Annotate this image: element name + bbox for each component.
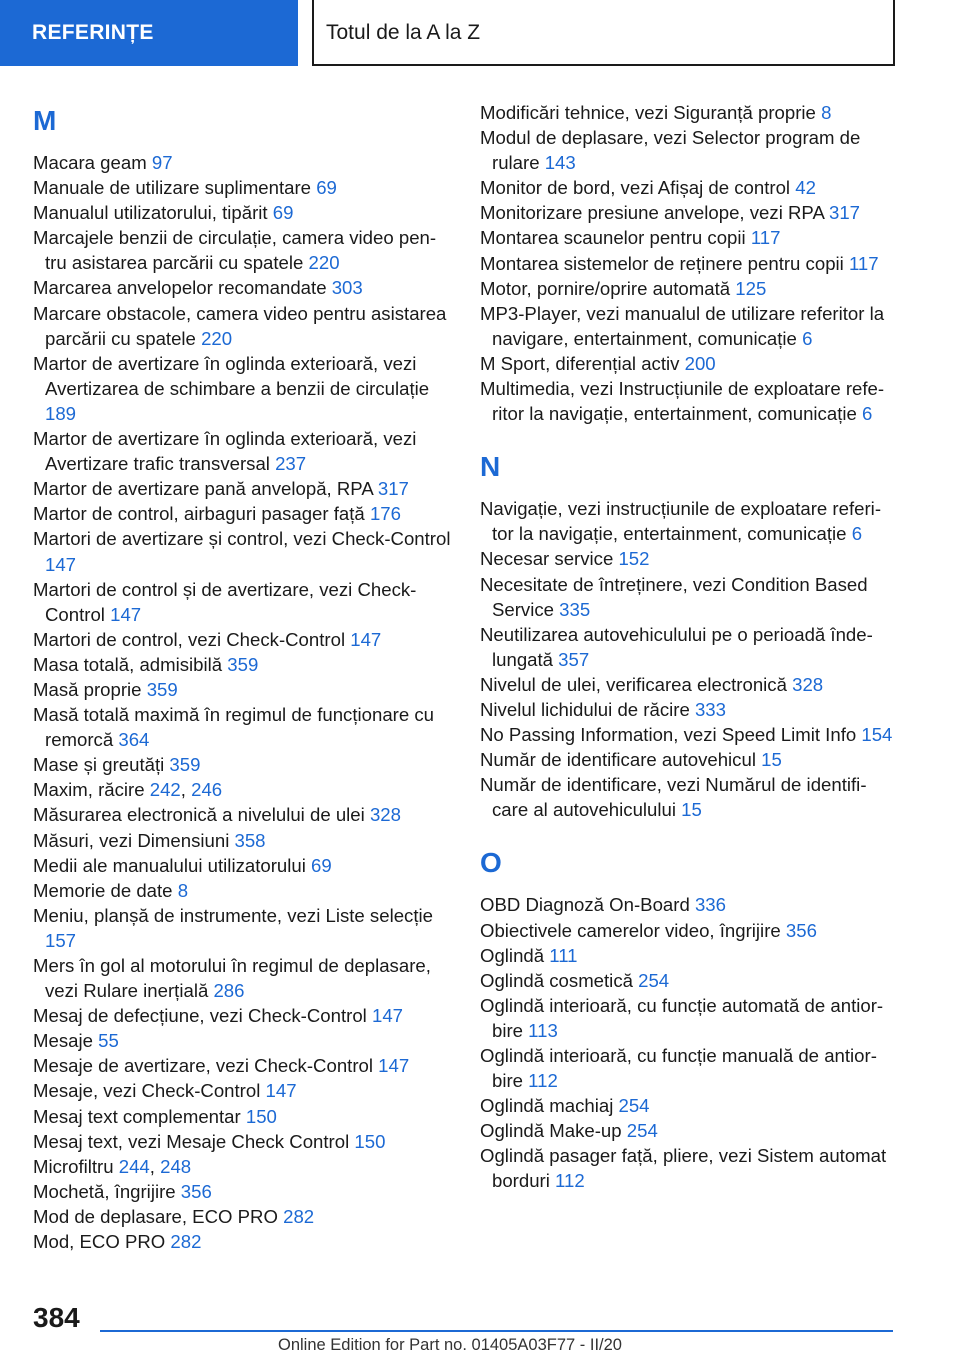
index-entry xyxy=(480,175,896,200)
index-entry xyxy=(33,1003,451,1028)
index-entry-text: Nivelul de ulei, verificarea electronică xyxy=(480,673,793,695)
page-reference-link[interactable]: 282 xyxy=(283,1205,315,1227)
page-reference-link[interactable]: 254 xyxy=(638,969,670,991)
index-entry xyxy=(33,878,451,903)
index-entry xyxy=(33,752,451,777)
index-entry xyxy=(33,1129,451,1154)
page-reference-link[interactable]: 237 xyxy=(275,453,307,475)
index-entry-text: Marcare obstacole, camera video pentru asistarea parcării cu spatele xyxy=(33,302,447,349)
page-reference-link[interactable]: 154 xyxy=(861,724,893,746)
index-entry xyxy=(480,546,896,571)
page-reference-link[interactable]: 317 xyxy=(829,202,861,224)
index-entry-text: Monitorizare presiune anvelope, vezi RPA xyxy=(480,202,829,224)
page-reference-link[interactable]: 147 xyxy=(371,1005,404,1027)
index-entry xyxy=(480,276,896,301)
section-tab xyxy=(0,0,298,66)
index-entry xyxy=(480,572,896,622)
index-entry xyxy=(33,200,451,225)
index-entry-text: Microfiltru xyxy=(33,1155,119,1177)
index-column-right xyxy=(480,100,896,1194)
index-entry xyxy=(480,1118,896,1143)
page-reference-link[interactable]: 8 xyxy=(177,879,189,901)
index-entry-text: Mesaj text complementar xyxy=(33,1105,246,1127)
index-entry-text: Nivelul lichidului de răcire xyxy=(480,698,695,720)
page-reference-link[interactable]: 8 xyxy=(821,102,832,123)
index-entry xyxy=(480,1143,896,1193)
header-border-bottom xyxy=(312,64,895,66)
index-entry xyxy=(33,1104,451,1129)
index-entry-text: Mers în gol al motorului în regimul de deplasare, vezi Rulare inerțială xyxy=(33,955,431,1002)
index-entry-text: Obiectivele camerelor video, îngrijire xyxy=(480,919,786,941)
page-reference-link[interactable]: 147 xyxy=(110,603,142,625)
index-entry xyxy=(480,943,896,968)
index-entry-text: Mod de deplasare, ECO PRO xyxy=(33,1205,284,1227)
index-entry xyxy=(480,1043,896,1093)
page-reference-link[interactable]: 356 xyxy=(180,1180,212,1202)
page-reference-link[interactable]: 242 xyxy=(149,779,181,801)
index-entry-text: OBD Diagnoză On-Board xyxy=(480,894,695,916)
index-entry-text: Martori de avertizare și control, vezi Check-Control xyxy=(33,528,451,550)
index-entry-text: Modul de deplasare, vezi Selector program de rulare xyxy=(480,127,861,174)
page-reference-link[interactable]: 113 xyxy=(528,1019,558,1041)
index-entry-text: Măsurarea electronică a nivelului de ulei xyxy=(33,804,370,826)
page-reference-link[interactable]: 6 xyxy=(862,403,873,425)
index-entry xyxy=(33,577,451,627)
index-entry-text: Mesaj text, vezi Mesaje Check Control xyxy=(33,1130,355,1152)
index-entry xyxy=(480,772,896,822)
page-reference-link[interactable]: 6 xyxy=(802,327,813,349)
index-entry-text: Martori de control, vezi Check-Control xyxy=(33,628,351,650)
index-entry-text: Masa totală, admisibilă xyxy=(33,653,228,675)
page-title: Totul de la A la Z xyxy=(326,21,481,44)
page-reference-link[interactable]: 147 xyxy=(350,628,382,650)
page-reference-link[interactable]: 147 xyxy=(265,1080,297,1102)
index-entry xyxy=(480,993,896,1043)
index-entry-text: Manuale de utilizare suplimentare xyxy=(33,177,317,199)
index-entry-text: Masă totală maximă în regimul de funcționare cu remorcă xyxy=(33,704,434,751)
page-reference-link[interactable]: 125 xyxy=(735,277,767,299)
index-entry-text: Maxim, răcire xyxy=(33,779,150,801)
index-entry xyxy=(480,200,896,225)
index-entry-text: Macara geam xyxy=(33,152,152,173)
index-entry xyxy=(33,351,451,426)
index-entry xyxy=(480,351,896,376)
index-entry xyxy=(480,892,896,917)
index-entry-text: Număr de identificare, vezi Numărul de identificare al autovehiculului xyxy=(480,774,867,821)
index-entry-text: Mod, ECO PRO xyxy=(33,1231,171,1253)
index-column-left xyxy=(33,100,451,1254)
page-reference-link[interactable]: 143 xyxy=(544,152,576,174)
index-entry xyxy=(33,953,451,1003)
index-entry xyxy=(33,627,451,652)
page-reference-link[interactable]: 111 xyxy=(549,944,578,966)
page-reference-link[interactable]: 112 xyxy=(555,1170,585,1192)
index-entry xyxy=(480,376,896,426)
index-entry xyxy=(33,652,451,677)
index-entry xyxy=(33,1053,451,1078)
page-reference-link[interactable]: 244 xyxy=(118,1155,150,1177)
page-reference-link[interactable]: 358 xyxy=(234,829,266,851)
index-entry xyxy=(480,918,896,943)
page-number: 384 xyxy=(33,1302,80,1333)
index-entry-text: Medii ale manualului utilizatorului xyxy=(33,854,312,876)
index-entry xyxy=(33,225,451,275)
index-entry xyxy=(33,526,451,576)
page-reference-link[interactable]: 117 xyxy=(750,227,781,249)
page-reference-link[interactable]: 189 xyxy=(45,402,77,424)
index-letter-heading: M xyxy=(33,105,57,136)
page-reference-link[interactable]: 282 xyxy=(170,1231,202,1253)
page-reference-link[interactable]: 254 xyxy=(618,1095,650,1117)
index-entry xyxy=(480,697,896,722)
page-reference-link[interactable]: 15 xyxy=(761,749,782,771)
page-reference-link[interactable]: 246 xyxy=(191,779,223,801)
header-border-right xyxy=(893,0,895,66)
index-entry xyxy=(33,501,451,526)
page-reference-link[interactable]: 147 xyxy=(45,553,77,575)
index-entry-text: Mase și greutăți xyxy=(33,754,170,776)
page-reference-link[interactable]: 328 xyxy=(369,804,401,826)
index-entry: Microfiltru 244, 248 xyxy=(33,1155,192,1177)
index-entry-text: Oglindă cosmetică xyxy=(480,969,639,991)
index-entry xyxy=(33,903,451,953)
index-letter-heading: N xyxy=(480,451,501,483)
index-entry xyxy=(33,275,451,300)
index-entry-text: Monitor de bord, vezi Afișaj de control xyxy=(480,177,796,199)
index-entry xyxy=(33,853,451,878)
index-entry-text: Montarea sistemelor de reținere pentru copii xyxy=(480,252,849,274)
page-reference-link[interactable]: 69 xyxy=(311,854,332,876)
page-reference-link[interactable]: 359 xyxy=(227,653,259,675)
index-entry-text: Neutilizarea autovehiculului pe o perioadă îndelungată xyxy=(480,623,873,670)
index-entry xyxy=(33,802,451,827)
index-entry xyxy=(33,1078,451,1103)
index-entry xyxy=(480,251,896,276)
index-entry xyxy=(33,175,451,200)
index-entry-text: Mesaje de avertizare, vezi Check-Control xyxy=(33,1055,379,1077)
page-reference-link[interactable]: 254 xyxy=(626,1120,658,1142)
index-letter-heading: O xyxy=(480,847,502,879)
index-entry-text: Meniu, planșă de instrumente, vezi Liste selecție xyxy=(33,904,433,926)
index-entry-text: Navigație, vezi instrucțiunile de exploatare referitor la navigație, entertainment, comunicație xyxy=(480,498,882,545)
footer-rule xyxy=(100,1330,893,1332)
page-reference-link[interactable]: 6 xyxy=(851,523,863,545)
index-entry xyxy=(33,1179,451,1204)
page-reference-link[interactable]: 328 xyxy=(792,673,824,695)
index-entry-text: Număr de identificare autovehicul xyxy=(480,749,762,771)
index-entry: Maxim, răcire 242, 246 xyxy=(33,779,223,801)
index-entry-text: Mochetă, îngrijire xyxy=(33,1180,181,1202)
index-entry-text: M Sport, diferențial activ xyxy=(480,352,685,374)
index-entry-text: Martor de avertizare în oglinda exterioară, vezi Avertizare trafic transversal xyxy=(33,428,417,475)
index-entry-text: Măsuri, vezi Dimensiuni xyxy=(33,829,235,851)
index-entry-text: Oglindă machiaj xyxy=(480,1095,619,1117)
index-entry-text: Oglindă Make-up xyxy=(480,1120,627,1142)
page-reference-link[interactable]: 333 xyxy=(694,698,726,720)
index-entry xyxy=(33,1028,451,1053)
index-entry-text: Martor de avertizare în oglinda exterioară, vezi Avertizarea de schimbare a benzii de circulație xyxy=(33,352,430,399)
page-reference-link[interactable]: 359 xyxy=(146,678,178,700)
index-entry-text: Mesaje xyxy=(33,1030,99,1052)
index-entry-text: Necesar service xyxy=(480,548,619,570)
page-reference-link[interactable]: 150 xyxy=(245,1105,277,1127)
index-entry-text: Martori de control și de avertizare, vezi Check-Control xyxy=(33,578,417,625)
index-entry-text: Mesaj de defecțiune, vezi Check-Control xyxy=(33,1005,372,1027)
index-entry xyxy=(33,301,451,351)
index-entry-text: Oglindă interioară, cu funcție manuală de antiorbire xyxy=(480,1045,877,1092)
page-reference-link[interactable]: 335 xyxy=(559,598,591,620)
index-entry xyxy=(33,426,451,476)
page-reference-link[interactable]: 220 xyxy=(201,327,233,349)
page-reference-link[interactable]: 336 xyxy=(694,894,726,916)
page-reference-link[interactable]: 317 xyxy=(377,478,409,500)
index-entry-text: Marcarea anvelopelor recomandate xyxy=(33,277,332,299)
page-reference-link[interactable]: 117 xyxy=(848,252,879,274)
page-reference-link[interactable]: 15 xyxy=(681,799,702,821)
index-entry xyxy=(480,225,896,250)
index-entry-text: Modificări tehnice, vezi Siguranță proprie xyxy=(480,102,822,123)
header-divider xyxy=(312,0,314,66)
index-entry-text: MP3-Player, vezi manualul de utilizare referitor la navigare, entertainment, comunicație xyxy=(480,302,885,349)
index-entry-text: Multimedia, vezi Instrucțiunile de exploatare referitor la navigație, entertainment, comunicație xyxy=(480,378,885,425)
page-reference-link[interactable]: 357 xyxy=(558,648,590,670)
index-entry-text: Motor, pornire/oprire automată xyxy=(480,277,736,299)
page-reference-link[interactable]: 359 xyxy=(169,754,201,776)
footer-edition: Online Edition for Part no. 01405A03F77 - II/20 xyxy=(278,1336,622,1354)
index-entry xyxy=(480,622,896,672)
index-entry xyxy=(480,722,896,747)
index-entry-text: Necesitate de întreținere, vezi Condition Based Service xyxy=(480,573,868,620)
index-entry-text: Memorie de date xyxy=(33,879,178,901)
index-entry xyxy=(33,1204,451,1229)
page-reference-link[interactable]: 200 xyxy=(684,352,716,374)
index-entry xyxy=(480,301,896,351)
index-entry xyxy=(480,1093,896,1118)
page-reference-link[interactable]: 220 xyxy=(308,252,340,274)
section-label: REFERINȚE xyxy=(32,21,154,44)
page-reference-link[interactable]: 303 xyxy=(331,277,363,299)
page-reference-link[interactable]: 69 xyxy=(272,202,294,224)
page-reference-link[interactable]: 69 xyxy=(316,177,337,199)
index-entry xyxy=(33,677,451,702)
index-entry xyxy=(33,150,451,175)
page-reference-link[interactable]: 176 xyxy=(369,503,401,525)
index-entry xyxy=(480,672,896,697)
page-reference-link[interactable]: 248 xyxy=(160,1155,192,1177)
page-reference-link[interactable]: 356 xyxy=(785,919,817,941)
page-reference-link[interactable]: 157 xyxy=(45,929,77,951)
index-entry-text: Masă proprie xyxy=(33,678,147,700)
index-entry-text: Mesaje, vezi Check-Control xyxy=(33,1080,266,1102)
index-entry xyxy=(480,125,896,175)
page-reference-link[interactable]: 147 xyxy=(378,1055,410,1077)
index-entry xyxy=(33,702,451,752)
index-entry-text: Oglindă pasager față, pliere, vezi Sistem automat borduri xyxy=(480,1145,887,1192)
index-entry xyxy=(480,968,896,993)
index-entry-text: Oglindă xyxy=(480,944,550,966)
index-entry-text: Manualul utilizatorului, tipărit xyxy=(33,202,273,224)
page-reference-link[interactable]: 152 xyxy=(618,548,650,570)
page-reference-link[interactable]: 364 xyxy=(118,729,150,751)
page-reference-link[interactable]: 97 xyxy=(151,152,173,173)
index-entry xyxy=(480,100,896,125)
index-entry xyxy=(33,476,451,501)
index-entry-text: Martor de control, airbaguri pasager față xyxy=(33,503,370,525)
index-entry xyxy=(33,1229,451,1254)
page-reference-link[interactable]: 286 xyxy=(213,980,245,1002)
index-entry-text: Oglindă interioară, cu funcție automată de antiorbire xyxy=(480,994,884,1041)
index-entry xyxy=(480,747,896,772)
page-reference-link[interactable]: 55 xyxy=(98,1030,119,1052)
index-entry-text: No Passing Information, vezi Speed Limit Info xyxy=(480,724,862,746)
index-entry xyxy=(33,828,451,853)
page-reference-link[interactable]: 42 xyxy=(795,177,816,199)
page-reference-link[interactable]: 150 xyxy=(354,1130,386,1152)
index-entry-text: Marcajele benzii de circulație, camera video pentru asistarea parcării cu spatele xyxy=(33,227,437,274)
page-reference-link[interactable]: 112 xyxy=(528,1070,558,1092)
index-entry-text: Montarea scaunelor pentru copii xyxy=(480,227,751,249)
index-entry-text: Martor de avertizare pană anvelopă, RPA xyxy=(33,478,378,500)
index-entry xyxy=(480,496,896,546)
